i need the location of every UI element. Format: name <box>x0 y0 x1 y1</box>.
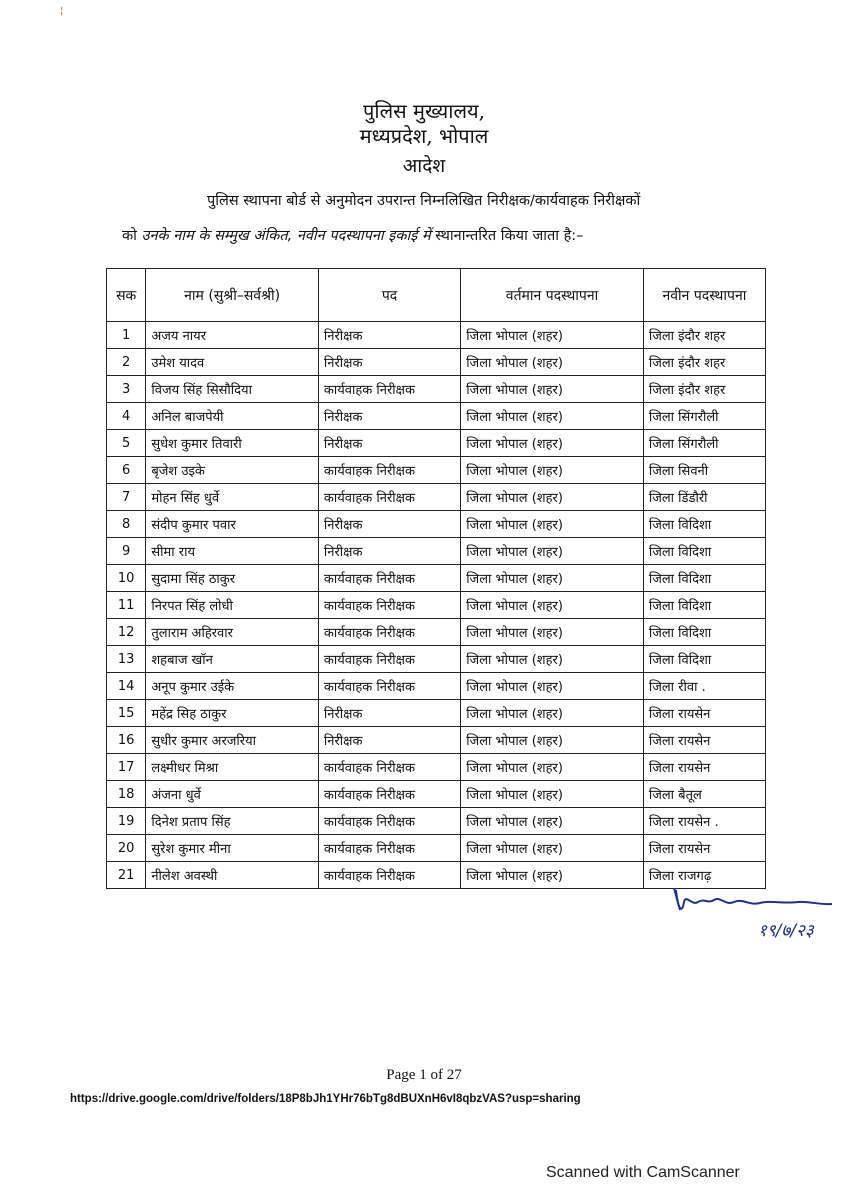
cell-serial: 11 <box>107 592 146 619</box>
cell-name: मोहन सिंह धुर्वे <box>146 484 319 511</box>
cell-name: सुधेश कुमार तिवारी <box>146 430 319 457</box>
cell-current-posting: जिला भोपाल (शहर) <box>461 808 644 835</box>
table-row <box>107 538 766 565</box>
cell-name: बृजेश उइके <box>146 457 319 484</box>
table-row <box>107 754 766 781</box>
table-row <box>107 592 766 619</box>
cell-current-posting: जिला भोपाल (शहर) <box>461 457 644 484</box>
table-row <box>107 349 766 376</box>
cell-serial: 17 <box>107 754 146 781</box>
table-row <box>107 619 766 646</box>
cell-current-posting: जिला भोपाल (शहर) <box>461 673 644 700</box>
cell-post: निरीक्षक <box>318 403 460 430</box>
cell-serial: 6 <box>107 457 146 484</box>
cell-new-posting: जिला रायसेन . <box>643 808 765 835</box>
cell-name: शहबाज खॉन <box>146 646 319 673</box>
table-row <box>107 322 766 349</box>
cell-new-posting: जिला विदिशा <box>643 646 765 673</box>
cell-name: अनूप कुमार उईके <box>146 673 319 700</box>
cell-post: कार्यवाहक निरीक्षक <box>318 376 460 403</box>
cell-new-posting: जिला इंदौर शहर <box>643 376 765 403</box>
table-row <box>107 835 766 862</box>
cell-post: कार्यवाहक निरीक्षक <box>318 673 460 700</box>
cell-serial: 14 <box>107 673 146 700</box>
cell-name: तुलाराम अहिरवार <box>146 619 319 646</box>
cell-post: कार्यवाहक निरीक्षक <box>318 646 460 673</box>
cell-post: कार्यवाहक निरीक्षक <box>318 862 460 889</box>
cell-new-posting: जिला रीवा . <box>643 673 765 700</box>
cell-current-posting: जिला भोपाल (शहर) <box>461 538 644 565</box>
cell-serial: 21 <box>107 862 146 889</box>
table-header-row <box>107 269 766 322</box>
cell-current-posting: जिला भोपाल (शहर) <box>461 376 644 403</box>
cell-current-posting: जिला भोपाल (शहर) <box>461 349 644 376</box>
cell-serial: 8 <box>107 511 146 538</box>
intro-italic: उनके नाम के सम्मुख अंकित, नवीन पदस्थापना इकाई में <box>141 228 431 244</box>
cell-serial: 7 <box>107 484 146 511</box>
intro-prefix: को <box>122 228 142 244</box>
cell-post: कार्यवाहक निरीक्षक <box>318 835 460 862</box>
intro-line-1: पुलिस स्थापना बोर्ड से अनुमोदन उपरान्त निम्नलिखित निरीक्षक/कार्यवाहक निरीक्षकों <box>207 193 641 209</box>
cell-name: अनिल बाजपेयी <box>146 403 319 430</box>
cell-new-posting: जिला राजगढ़ <box>643 862 765 889</box>
table-row <box>107 727 766 754</box>
cell-post: कार्यवाहक निरीक्षक <box>318 484 460 511</box>
page-number: Page 1 of 27 <box>386 1067 462 1083</box>
cell-current-posting: जिला भोपाल (शहर) <box>461 511 644 538</box>
cell-post: निरीक्षक <box>318 349 460 376</box>
cell-serial: 10 <box>107 565 146 592</box>
cell-post: कार्यवाहक निरीक्षक <box>318 754 460 781</box>
intro-suffix: स्थानान्तरित किया जाता है:– <box>430 228 584 244</box>
cell-current-posting: जिला भोपाल (शहर) <box>461 754 644 781</box>
cell-name: संदीप कुमार पवार <box>146 511 319 538</box>
cell-name: उमेश यादव <box>146 349 319 376</box>
cell-serial: 2 <box>107 349 146 376</box>
cell-current-posting: जिला भोपाल (शहर) <box>461 592 644 619</box>
cell-current-posting: जिला भोपाल (शहर) <box>461 322 644 349</box>
cell-post: निरीक्षक <box>318 727 460 754</box>
office-location: मध्यप्रदेश, भोपाल <box>359 124 489 148</box>
cell-current-posting: जिला भोपाल (शहर) <box>461 430 644 457</box>
header-new-posting: नवीन पदस्थापना <box>643 269 765 322</box>
cell-post: कार्यवाहक निरीक्षक <box>318 781 460 808</box>
cell-serial: 9 <box>107 538 146 565</box>
cell-name: नीलेश अवस्थी <box>146 862 319 889</box>
cell-current-posting: जिला भोपाल (शहर) <box>461 835 644 862</box>
cell-current-posting: जिला भोपाल (शहर) <box>461 619 644 646</box>
cell-new-posting: जिला बैतूल <box>643 781 765 808</box>
drive-link[interactable]: https://drive.google.com/drive/folders/18P8bJh1YHr76bTg8dBUXnH6vI8qbzVAS?usp=sharing <box>70 1093 581 1105</box>
cell-name: सुरेश कुमार मीना <box>146 835 319 862</box>
cell-new-posting: जिला सिवनी <box>643 457 765 484</box>
cell-post: निरीक्षक <box>318 700 460 727</box>
cell-current-posting: जिला भोपाल (शहर) <box>461 646 644 673</box>
cell-new-posting: जिला इंदौर शहर <box>643 322 765 349</box>
document-title: आदेश <box>402 155 446 177</box>
cell-post: कार्यवाहक निरीक्षक <box>318 619 460 646</box>
cell-post: कार्यवाहक निरीक्षक <box>318 592 460 619</box>
cell-name: सुधीर कुमार अरजरिया <box>146 727 319 754</box>
table-row <box>107 646 766 673</box>
cell-new-posting: जिला विदिशा <box>643 565 765 592</box>
table-row <box>107 403 766 430</box>
cell-serial: 12 <box>107 619 146 646</box>
table-row <box>107 457 766 484</box>
cell-new-posting: जिला डिंडौरी <box>643 484 765 511</box>
cell-name: लक्ष्मीधर मिश्रा <box>146 754 319 781</box>
cell-post: निरीक्षक <box>318 511 460 538</box>
cell-name: महेंद्र सिह ठाकुर <box>146 700 319 727</box>
cell-serial: 13 <box>107 646 146 673</box>
cell-new-posting: जिला विदिशा <box>643 619 765 646</box>
cell-current-posting: जिला भोपाल (शहर) <box>461 862 644 889</box>
header-name: नाम (सुश्री–सर्वश्री) <box>146 269 319 322</box>
header-serial: सक <box>107 269 146 322</box>
cell-serial: 4 <box>107 403 146 430</box>
signature-date: १९/७/२३ <box>758 921 814 941</box>
cell-new-posting: जिला रायसेन <box>643 754 765 781</box>
table-row <box>107 700 766 727</box>
cell-name: अंजना धुर्वे <box>146 781 319 808</box>
cell-new-posting: जिला विदिशा <box>643 592 765 619</box>
cell-post: कार्यवाहक निरीक्षक <box>318 565 460 592</box>
cell-post: निरीक्षक <box>318 538 460 565</box>
cell-serial: 19 <box>107 808 146 835</box>
cell-post: कार्यवाहक निरीक्षक <box>318 457 460 484</box>
cell-new-posting: जिला रायसेन <box>643 727 765 754</box>
cell-current-posting: जिला भोपाल (शहर) <box>461 700 644 727</box>
cell-new-posting: जिला रायसेन <box>643 700 765 727</box>
table-row <box>107 565 766 592</box>
cell-name: सुदामा सिंह ठाकुर <box>146 565 319 592</box>
table-row <box>107 511 766 538</box>
cell-serial: 20 <box>107 835 146 862</box>
cell-serial: 1 <box>107 322 146 349</box>
cell-post: निरीक्षक <box>318 322 460 349</box>
cell-new-posting: जिला रायसेन <box>643 835 765 862</box>
table-row <box>107 430 766 457</box>
header-post: पद <box>318 269 460 322</box>
table-row <box>107 862 766 889</box>
intro-line-2 <box>122 228 762 245</box>
cell-serial: 15 <box>107 700 146 727</box>
cell-current-posting: जिला भोपाल (शहर) <box>461 727 644 754</box>
header-current-posting: वर्तमान पदस्थापना <box>461 269 644 322</box>
cell-current-posting: जिला भोपाल (शहर) <box>461 403 644 430</box>
cell-serial: 3 <box>107 376 146 403</box>
cell-name: विजय सिंह सिसौदिया <box>146 376 319 403</box>
cell-new-posting: जिला विदिशा <box>643 538 765 565</box>
scanner-watermark: Scanned with CamScanner <box>546 1164 740 1181</box>
cell-name: निरपत सिंह लोधी <box>146 592 319 619</box>
cell-new-posting: जिला सिंगरौली <box>643 430 765 457</box>
table-body <box>107 322 766 889</box>
cell-new-posting: जिला सिंगरौली <box>643 403 765 430</box>
table-row <box>107 781 766 808</box>
cell-post: कार्यवाहक निरीक्षक <box>318 808 460 835</box>
table-row <box>107 673 766 700</box>
cell-current-posting: जिला भोपाल (शहर) <box>461 565 644 592</box>
cell-serial: 5 <box>107 430 146 457</box>
table-row <box>107 484 766 511</box>
cell-serial: 16 <box>107 727 146 754</box>
table-row <box>107 808 766 835</box>
cell-name: अजय नायर <box>146 322 319 349</box>
cell-new-posting: जिला इंदौर शहर <box>643 349 765 376</box>
cell-current-posting: जिला भोपाल (शहर) <box>461 781 644 808</box>
cell-current-posting: जिला भोपाल (शहर) <box>461 484 644 511</box>
cell-post: निरीक्षक <box>318 430 460 457</box>
office-name: पुलिस मुख्यालय, <box>363 99 485 123</box>
cell-name: दिनेश प्रताप सिंह <box>146 808 319 835</box>
cell-name: सीमा राय <box>146 538 319 565</box>
transfer-table <box>106 268 766 889</box>
cell-new-posting: जिला विदिशा <box>643 511 765 538</box>
table-row <box>107 376 766 403</box>
cell-serial: 18 <box>107 781 146 808</box>
scan-mark: ¦ <box>60 6 64 17</box>
